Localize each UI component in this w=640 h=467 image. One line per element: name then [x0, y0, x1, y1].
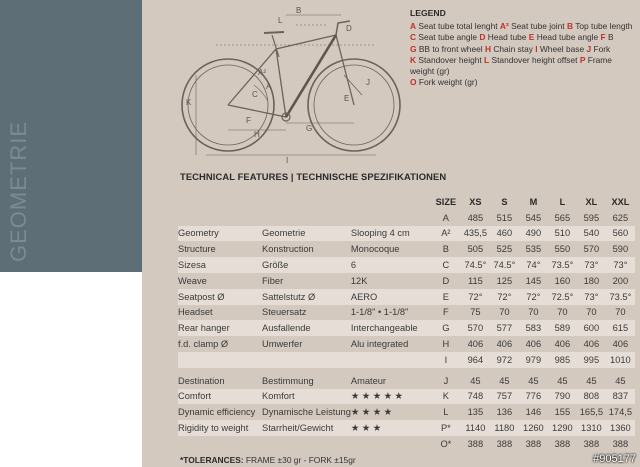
size-value-cell: 406 — [467, 339, 484, 350]
dimension-code: A — [442, 212, 449, 223]
size-value-cell: 570 — [583, 244, 600, 255]
legend-line — [410, 21, 638, 32]
legend-line — [410, 77, 638, 88]
feature-de — [262, 210, 351, 226]
feature-de: Geometrie — [262, 226, 351, 242]
tolerances-text: FRAME ±30 gr - FORK ±15gr — [243, 455, 356, 465]
size-value-cell: 70 — [615, 307, 626, 318]
size-value-cell: 160 — [554, 275, 571, 286]
size-value-cell: 590 — [612, 244, 629, 255]
size-value-cell: 1140 — [461, 420, 490, 436]
size-value-cell: 135 — [467, 407, 484, 418]
size-value-cell: 540 — [577, 226, 606, 242]
size-value-cell: 125 — [496, 275, 513, 286]
table-row — [178, 241, 635, 257]
legend-line — [410, 44, 638, 55]
table-row — [178, 257, 635, 273]
size-value-cell: 1290 — [548, 420, 577, 436]
size-value-cell: 1310 — [577, 420, 606, 436]
table-row — [178, 289, 635, 305]
feature-en: Comfort — [178, 389, 262, 405]
feature-en: Sizesa — [178, 257, 262, 273]
diagram-label-c: C — [252, 90, 258, 99]
feature-en: Dynamic efficiency — [178, 407, 256, 418]
legend-key: A² — [499, 21, 509, 32]
size-value-cell: 1260 — [519, 420, 548, 436]
feature-en — [178, 436, 262, 452]
dimension-code: B — [442, 244, 449, 255]
size-value-cell: 515 — [496, 212, 513, 223]
size-col-header: XS — [469, 196, 482, 207]
legend-key: O — [410, 77, 417, 88]
legend-key: L — [484, 54, 490, 65]
feature-value: ★ ★ ★ — [351, 420, 431, 436]
feature-de: Dynamische Leistung — [262, 407, 351, 418]
size-value-cell: 70 — [499, 307, 510, 318]
content-panel — [142, 0, 640, 467]
feature-de: Steuersatz — [262, 307, 307, 318]
feature-value: 12K — [350, 275, 368, 286]
legend-key: J — [586, 43, 592, 54]
table-row — [178, 404, 635, 420]
feature-en: f.d. clamp Ø — [178, 339, 229, 350]
size-value-cell: 406 — [583, 339, 600, 350]
table-row — [178, 226, 635, 242]
feature-value — [351, 436, 431, 452]
feature-de: Starrheit/Gewicht — [262, 420, 351, 436]
diagram-label-k: K — [186, 98, 192, 107]
feature-en — [178, 210, 262, 226]
size-header: SIZE — [435, 196, 457, 207]
dimension-code: E — [431, 289, 461, 305]
legend-label: Seat tube joint — [511, 21, 565, 32]
size-value-cell: 595 — [583, 212, 600, 223]
size-value-cell: 435,5 — [461, 226, 490, 242]
size-value-cell: 388 — [496, 438, 513, 449]
size-value-cell: 200 — [612, 275, 629, 286]
feature-en — [178, 352, 262, 368]
size-value-cell: 388 — [612, 438, 629, 449]
diagram-label-i: I — [286, 156, 289, 165]
table-row — [178, 210, 635, 226]
legend-key: D — [479, 32, 486, 43]
legend-key: A — [410, 21, 417, 32]
dimension-code: D — [442, 275, 450, 286]
feature-de: Umwerfer — [262, 339, 303, 350]
size-value-cell: 570 — [461, 320, 490, 336]
size-value-cell: 790 — [548, 389, 577, 405]
table-row — [178, 320, 635, 336]
dimension-code: O* — [440, 438, 452, 449]
dimension-code: H — [442, 339, 450, 350]
legend-key: I — [535, 43, 538, 54]
size-col-header: XXL — [611, 196, 630, 207]
feature-de: Größe — [262, 257, 351, 273]
size-value-cell: 145 — [525, 275, 542, 286]
header-spacer — [351, 194, 431, 210]
size-col-header: XL — [585, 196, 598, 207]
dimension-code: F — [443, 307, 449, 318]
size-value-cell: 406 — [612, 339, 629, 350]
diagram-label-l: L — [278, 16, 283, 25]
size-value-cell: 45 — [615, 375, 626, 386]
legend-title: LEGEND — [410, 8, 446, 18]
size-value-cell: 485 — [467, 212, 484, 223]
size-value-cell: 985 — [548, 352, 577, 368]
feature-de — [262, 436, 351, 452]
size-value-cell: 72° — [490, 289, 519, 305]
size-value-cell: 490 — [519, 226, 548, 242]
size-col-header: S — [501, 196, 508, 207]
dimension-code: L — [443, 407, 449, 418]
size-value-cell: 577 — [490, 320, 519, 336]
legend-key: H — [484, 43, 492, 54]
size-value-cell: 964 — [461, 352, 490, 368]
size-value-cell: 757 — [490, 389, 519, 405]
dimension-code: C — [431, 257, 461, 273]
feature-de: Konstruction — [262, 244, 314, 255]
legend-key: E — [528, 32, 535, 43]
size-value-cell: 406 — [554, 339, 571, 350]
legend-label: Standover height offset — [491, 54, 578, 65]
size-value-cell: 74° — [519, 257, 548, 273]
size-value-cell: 600 — [577, 320, 606, 336]
legend-label: Top tube length — [575, 21, 633, 32]
dimension-code: J — [443, 375, 449, 386]
size-col-header: L — [559, 196, 566, 207]
size-value-cell: 72° — [519, 289, 548, 305]
dimension-code: G — [431, 320, 461, 336]
size-value-cell: 388 — [554, 438, 571, 449]
size-value-cell: 45 — [499, 375, 510, 386]
legend-label: Fork — [593, 43, 611, 54]
size-value-cell: 70 — [557, 307, 568, 318]
tolerances-note — [180, 455, 356, 465]
size-value-cell: 505 — [467, 244, 484, 255]
legend-label: BB to front wheel — [418, 43, 483, 54]
feature-de: Sattelstutz Ø — [262, 289, 351, 305]
dimension-code: I — [431, 352, 461, 368]
legend-label: Seat tube angle — [418, 32, 478, 43]
dimension-code: P* — [431, 420, 461, 436]
size-value-cell: 972 — [490, 352, 519, 368]
feature-en: Rigidity to weight — [178, 420, 262, 436]
feature-en: Destination — [178, 375, 225, 386]
sidebar-bottom — [0, 272, 142, 467]
feature-value — [351, 210, 431, 226]
size-value-cell: 388 — [583, 438, 600, 449]
size-value-cell: 460 — [490, 226, 519, 242]
size-value-cell: 75 — [470, 307, 481, 318]
legend-label: Fork weight (gr) — [418, 77, 478, 88]
feature-value: Interchangeable — [351, 320, 431, 336]
size-value-cell: 615 — [606, 320, 635, 336]
legend-label: Seat tube total lenght — [418, 21, 498, 32]
feature-de: Ausfallende — [262, 320, 351, 336]
size-value-cell: 589 — [548, 320, 577, 336]
table-row — [178, 305, 635, 321]
legend-label: Frame weight (gr) — [410, 54, 612, 77]
table-row — [178, 420, 635, 436]
feature-en: Headset — [178, 307, 213, 318]
table-row — [178, 373, 635, 389]
size-value-cell: 45 — [528, 375, 539, 386]
table-row — [178, 436, 635, 452]
diagram-label-e: E — [344, 94, 350, 103]
feature-value: Monocoque — [350, 244, 400, 255]
size-value-cell: 560 — [606, 226, 635, 242]
feature-en: Rear hanger — [178, 320, 262, 336]
legend-line — [410, 32, 638, 43]
size-value-cell: 73° — [577, 289, 606, 305]
table-header-row — [178, 194, 635, 210]
legend-label: Head tube angle — [536, 32, 599, 43]
size-value-cell: 45 — [470, 375, 481, 386]
legend-key: G — [410, 43, 417, 54]
feature-de: Bestimmung — [262, 375, 314, 386]
size-value-cell: 1360 — [606, 420, 635, 436]
feature-value: 1-1/8" • 1-1/8" — [350, 307, 409, 318]
feature-value: 6 — [351, 257, 431, 273]
size-value-cell: 525 — [496, 244, 513, 255]
size-value-cell: 73° — [577, 257, 606, 273]
feature-value: AERO — [351, 289, 431, 305]
size-value-cell: 72° — [461, 289, 490, 305]
size-value-cell: 74.5° — [490, 257, 519, 273]
diagram-label-d: D — [346, 24, 352, 33]
size-value-cell: 165,5 — [579, 407, 604, 418]
size-value-cell: 406 — [525, 339, 542, 350]
tolerances-label: *TOLERANCES: — [180, 455, 244, 465]
size-value-cell: 406 — [496, 339, 513, 350]
feature-value: ★ ★ ★ ★ ★ — [351, 389, 431, 405]
feature-de — [262, 352, 351, 368]
feature-de: Komfort — [262, 389, 351, 405]
size-value-cell: 146 — [525, 407, 542, 418]
feature-value — [351, 352, 431, 368]
size-value-cell: 70 — [586, 307, 597, 318]
header-spacer — [262, 194, 351, 210]
legend-key: C — [410, 32, 417, 43]
spec-table — [178, 194, 635, 452]
size-value-cell: 837 — [606, 389, 635, 405]
diagram-label-a: A — [266, 82, 272, 91]
size-value-cell: 1010 — [606, 352, 635, 368]
feature-value: Slooping 4 cm — [351, 226, 431, 242]
legend-key: F — [600, 32, 606, 43]
size-value-cell: 388 — [525, 438, 542, 449]
size-value-cell: 1180 — [490, 420, 519, 436]
sidebar-title: GEOMETRIE — [6, 120, 31, 262]
legend-key: P — [579, 54, 586, 65]
size-value-cell: 388 — [467, 438, 484, 449]
size-value-cell: 625 — [612, 212, 629, 223]
size-value-cell: 550 — [554, 244, 571, 255]
size-value-cell: 510 — [548, 226, 577, 242]
table-row — [178, 336, 635, 352]
diagram-label-f: F — [246, 116, 251, 125]
table-row — [178, 352, 635, 368]
legend-key: K — [410, 54, 417, 65]
feature-value: Amateur — [350, 375, 387, 386]
size-value-cell: 535 — [525, 244, 542, 255]
size-value-cell: 136 — [496, 407, 513, 418]
feature-en: Seatpost Ø — [178, 289, 262, 305]
feature-de: Fiber — [262, 275, 284, 286]
size-value-cell: 583 — [519, 320, 548, 336]
size-value-cell: 748 — [461, 389, 490, 405]
feature-en: Weave — [178, 275, 207, 286]
dimension-code: K — [431, 389, 461, 405]
watermark: #905177 — [593, 453, 636, 465]
legend-label: Head tube — [487, 32, 527, 43]
legend-label: Chain stay — [493, 43, 533, 54]
table-row — [178, 389, 635, 405]
diagram-label-b: B — [296, 6, 302, 15]
size-value-cell: 45 — [586, 375, 597, 386]
size-value-cell: 174,5 — [608, 407, 633, 418]
feature-value: Alu integrated — [350, 339, 409, 350]
header-spacer — [178, 194, 262, 210]
feature-value: ★ ★ ★ ★ — [350, 406, 392, 417]
size-value-cell: 776 — [519, 389, 548, 405]
size-value-cell: 180 — [583, 275, 600, 286]
size-value-cell: 73° — [606, 257, 635, 273]
size-value-cell: 115 — [467, 275, 483, 286]
legend-label: B — [607, 32, 614, 43]
size-value-cell: 808 — [577, 389, 606, 405]
size-value-cell: 73.5° — [606, 289, 635, 305]
section-title: TECHNICAL FEATURES | TECHNISCHE SPEZIFIKATIONEN — [180, 171, 447, 182]
diagram-label-g: G — [306, 124, 313, 133]
size-value-cell: 995 — [577, 352, 606, 368]
size-value-cell: 73.5° — [548, 257, 577, 273]
size-value-cell: 565 — [554, 212, 571, 223]
diagram-label-j: J — [366, 78, 370, 87]
size-value-cell: 70 — [528, 307, 539, 318]
spec-table-body — [178, 210, 635, 452]
legend-label: Standover height — [418, 54, 482, 65]
size-value-cell: 155 — [554, 407, 571, 418]
sidebar-panel — [0, 0, 142, 272]
size-col-header: M — [529, 196, 538, 207]
feature-en: Geometry — [178, 226, 262, 242]
size-value-cell: 545 — [525, 212, 542, 223]
size-value-cell: 979 — [519, 352, 548, 368]
diagram-label-a2: A² — [258, 68, 266, 77]
legend-label: Wheel base — [539, 43, 585, 54]
feature-en: Structure — [178, 244, 216, 255]
legend-key: B — [566, 21, 573, 32]
legend — [410, 8, 638, 88]
dimension-code: A² — [431, 226, 461, 242]
size-value-cell: 45 — [557, 375, 568, 386]
bike-geometry-diagram — [176, 5, 406, 165]
legend-line — [410, 55, 638, 77]
size-value-cell: 74.5° — [461, 257, 490, 273]
diagram-label-h: H — [254, 130, 260, 139]
table-row — [178, 273, 635, 289]
size-value-cell: 72.5° — [548, 289, 577, 305]
